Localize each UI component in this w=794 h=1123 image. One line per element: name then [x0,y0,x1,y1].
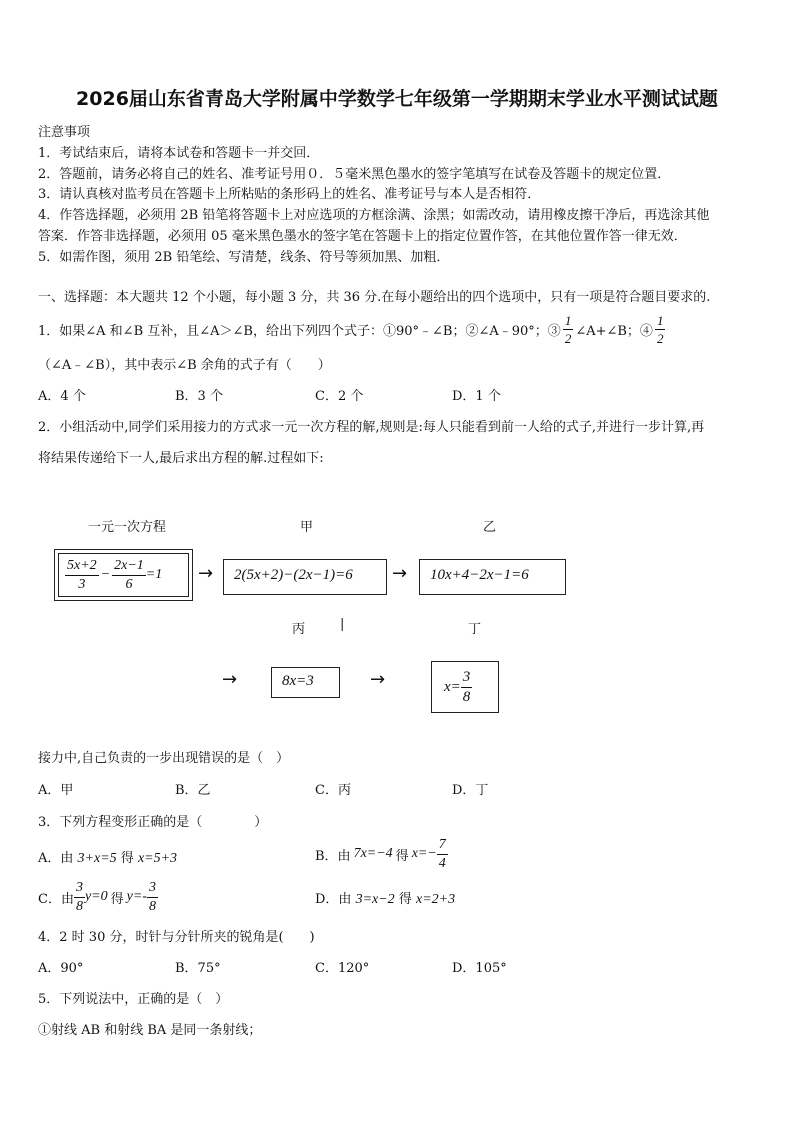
numerator: 3 [461,670,473,688]
numerator: 5x+2 [65,559,99,576]
arrow-right-icon: → [222,669,238,690]
numerator: 2x−1 [112,559,146,576]
denominator: 2 [564,330,572,346]
notice-item: 1．考试结束后，请将本试卷和答题卡一并交回． [38,146,320,161]
option-d: D．丁 [452,783,489,798]
equation-box-jia [223,559,387,595]
equation-original [65,556,162,594]
option-connector: 得 [398,892,412,907]
option-a: A．90° [38,961,84,976]
math-expression: 3+x=5 [77,851,117,866]
arrow-right-icon: → [370,669,386,690]
math-expression: y=- [126,889,147,904]
math-expression: y=0 [84,889,108,904]
equation-box-ding [431,661,499,713]
equation-box-bing [271,667,340,698]
option-prefix: C．由 [38,891,74,907]
fraction [461,670,473,705]
denominator: 8 [462,688,471,705]
option-a [38,847,177,867]
notice-heading: 注意事项 [38,125,91,140]
minus-sign: − [100,567,111,582]
option-connector: 得 [120,851,134,866]
math-expression: 3=x−2 [355,892,395,907]
notice-item: 3．请认真核对监考员在答题卡上所粘贴的条形码上的姓名、准考证号与本人是否相符． [38,187,541,202]
denominator: 4 [438,855,446,871]
option-b: B．乙 [175,783,211,798]
label-yi: 乙 [483,520,497,535]
option-b [315,832,448,876]
option-c: C．2 个 [315,389,364,404]
question-2-ask: 接力中,自己负责的一步出现错误的是（ ） [38,751,290,766]
denominator: 3 [78,576,86,592]
label-equation: 一元一次方程 [88,520,167,535]
math-expression: x=5+3 [137,851,178,866]
denominator: 8 [75,898,83,914]
option-c: C．丙 [315,783,351,798]
option-c: C．120° [315,961,370,976]
fraction [147,881,158,914]
option-prefix: A．由 [38,851,74,866]
equation-ding [444,667,472,707]
denominator: 8 [148,898,156,914]
question-5-stem: 5．下列说法中，正确的是（ ） [38,992,229,1007]
option-b: B．3 个 [175,389,223,404]
math-expression: x=− [411,846,437,861]
question-1-line2: （∠A﹣∠B），其中表示∠B 余角的式子有（ ） [38,358,331,373]
option-a: A．4 个 [38,389,86,404]
fraction [112,559,146,592]
denominator: 6 [125,576,133,592]
fraction [74,881,85,914]
option-d: D．1 个 [452,389,501,404]
notice-item: 5．如需作图，须用 2B 铅笔绘、写清楚，线条、符号等须加黑、加粗． [38,250,450,265]
question-3-stem: 3．下列方程变形正确的是（ ） [38,815,268,830]
notice-item: 4．作答选择题，必须用 2B 铅笔将答题卡上对应选项的方框涂满、涂黑；如需改动，请用橡皮擦干净后，再选涂其他 [38,208,710,223]
arrow-right-icon: → [198,563,214,584]
option-d [315,888,455,908]
numerator: 7 [437,838,448,855]
option-prefix: D．由 [315,892,352,907]
equation-lhs: x= [444,678,461,695]
numerator: 1 [564,312,572,328]
label-jia: 甲 [300,520,314,535]
option-connector: 得 [395,848,409,864]
question-1-text: 1．如果∠A 和∠B 互补，且∠A＞∠B，给出下列四个式子：①90°﹣∠B；②∠A﹣90°；③ [38,323,561,339]
option-d: D．105° [452,961,507,976]
fraction [65,559,99,592]
arrow-right-icon: → [392,563,408,584]
fraction [655,314,666,345]
notice-item: 答案．作答非选择题，必须用 05 毫米黑色墨水的签字笔在答题卡上的指定位置作答，在其他位置作答一律无效． [38,229,687,244]
equation-yi: 10x+4−2x−1=6 [430,567,529,583]
label-bing: 丙 [292,622,306,637]
question-5-item-1: ①射线 AB 和射线 BA 是同一条射线； [38,1023,262,1038]
denominator: 2 [656,330,664,346]
option-b: B．75° [175,961,221,976]
numerator: 1 [656,312,664,328]
equation-rhs: =1 [145,567,163,582]
question-1-stem [38,314,667,344]
option-connector: 得 [110,891,124,907]
option-c [38,875,158,919]
equation-box-yi [419,559,566,595]
question-1-mid: ∠A+∠B；④ [575,323,653,339]
page-title: 2026届山东省青岛大学附属中学数学七年级第一学期期末学业水平测试试题 [76,88,718,110]
math-expression: 7x=−4 [353,846,393,861]
label-separator: | [340,617,345,632]
fraction [437,838,448,871]
notice-item: 2．答题前，请务必将自己的姓名、准考证号用０．５毫米黑色墨水的签字笔填写在试卷及答题卡的规定位置． [38,167,671,182]
math-expression: x=2+3 [415,892,456,907]
numerator: 3 [147,881,158,898]
question-2-line1: 2．小组活动中,同学们采用接力的方式求一元一次方程的解,规则是:每人只能看到前一人给的式子,并进行一步计算,再 [38,420,705,435]
numerator: 3 [74,881,85,898]
equation-box-original [54,549,193,601]
fraction [563,314,574,345]
label-ding: 丁 [468,622,482,637]
option-prefix: B．由 [315,848,351,864]
section-heading: 一、选择题：本大题共 12 个小题，每小题 3 分，共 36 分.在每小题给出的四个选项中，只有一项是符合题目要求的. [38,290,711,305]
equation-jia: 2(5x+2)−(2x−1)=6 [234,567,353,583]
question-2-line2: 将结果传递给下一人,最后求出方程的解.过程如下: [38,451,324,466]
equation-bing: 8x=3 [282,673,314,689]
question-4-stem: 4．2 时 30 分，时针与分针所夹的锐角是( ) [38,930,315,945]
option-a: A．甲 [38,783,74,798]
